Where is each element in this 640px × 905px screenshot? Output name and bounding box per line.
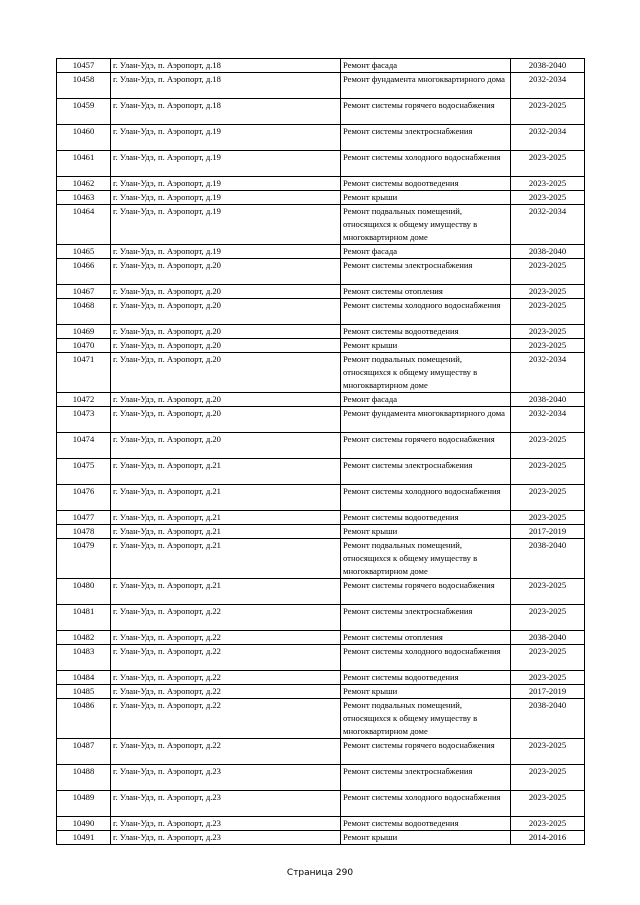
table-row: [57, 259, 585, 285]
row-id-cell: 10462: [57, 177, 111, 191]
table-row: [57, 205, 585, 245]
row-id-cell: 10482: [57, 631, 111, 645]
period-cell: 2032-2034: [511, 73, 585, 99]
table-row: [57, 605, 585, 631]
address-cell: г. Улан-Удэ, п. Аэропорт, д.23: [111, 817, 341, 831]
row-id-cell: 10469: [57, 325, 111, 339]
work-type-cell: Ремонт системы электроснабжения: [341, 605, 511, 631]
table-row: [57, 459, 585, 485]
row-id-cell: 10476: [57, 485, 111, 511]
page-number: Страница 290: [286, 868, 354, 878]
address-cell: г. Улан-Удэ, п. Аэропорт, д.20: [111, 325, 341, 339]
table-row: [57, 539, 585, 579]
work-type-cell: Ремонт системы холодного водоснабжения: [341, 791, 511, 817]
period-cell: 2038-2040: [511, 631, 585, 645]
period-cell: 2023-2025: [511, 671, 585, 685]
work-type-cell: Ремонт фасада: [341, 59, 511, 73]
address-cell: г. Улан-Удэ, п. Аэропорт, д.18: [111, 99, 341, 125]
row-id-cell: 10471: [57, 353, 111, 393]
table-row: [57, 393, 585, 407]
address-cell: г. Улан-Удэ, п. Аэропорт, д.19: [111, 205, 341, 245]
address-cell: г. Улан-Удэ, п. Аэропорт, д.22: [111, 699, 341, 739]
row-id-cell: 10473: [57, 407, 111, 433]
address-cell: г. Улан-Удэ, п. Аэропорт, д.20: [111, 339, 341, 353]
address-cell: г. Улан-Удэ, п. Аэропорт, д.22: [111, 739, 341, 765]
period-cell: 2023-2025: [511, 325, 585, 339]
period-cell: 2014-2016: [511, 831, 585, 845]
work-type-cell: Ремонт системы горячего водоснабжения: [341, 433, 511, 459]
table-row: [57, 511, 585, 525]
period-cell: 2023-2025: [511, 739, 585, 765]
work-type-cell: Ремонт подвальных помещений, относящихся к общему имуществу в многоквартирном доме: [341, 353, 511, 393]
work-type-cell: Ремонт фундамента многоквартирного дома: [341, 73, 511, 99]
address-cell: г. Улан-Удэ, п. Аэропорт, д.23: [111, 831, 341, 845]
work-type-cell: Ремонт системы водоотведения: [341, 671, 511, 685]
table-row: [57, 791, 585, 817]
period-cell: 2038-2040: [511, 393, 585, 407]
period-cell: 2023-2025: [511, 485, 585, 511]
period-cell: 2038-2040: [511, 245, 585, 259]
period-cell: 2023-2025: [511, 579, 585, 605]
row-id-cell: 10484: [57, 671, 111, 685]
work-type-cell: Ремонт фундамента многоквартирного дома: [341, 407, 511, 433]
work-type-cell: Ремонт системы водоотведения: [341, 511, 511, 525]
table-row: [57, 73, 585, 99]
table-row: [57, 525, 585, 539]
work-type-cell: Ремонт системы отопления: [341, 285, 511, 299]
address-cell: г. Улан-Удэ, п. Аэропорт, д.22: [111, 671, 341, 685]
period-cell: 2023-2025: [511, 605, 585, 631]
row-id-cell: 10483: [57, 645, 111, 671]
table-row: [57, 299, 585, 325]
address-cell: г. Улан-Удэ, п. Аэропорт, д.20: [111, 393, 341, 407]
row-id-cell: 10467: [57, 285, 111, 299]
period-cell: 2017-2019: [511, 685, 585, 699]
address-cell: г. Улан-Удэ, п. Аэропорт, д.21: [111, 539, 341, 579]
address-cell: г. Улан-Удэ, п. Аэропорт, д.21: [111, 579, 341, 605]
work-type-cell: Ремонт системы электроснабжения: [341, 459, 511, 485]
work-type-cell: Ремонт крыши: [341, 339, 511, 353]
period-cell: 2023-2025: [511, 259, 585, 285]
address-cell: г. Улан-Удэ, п. Аэропорт, д.18: [111, 59, 341, 73]
period-cell: 2023-2025: [511, 765, 585, 791]
period-cell: 2023-2025: [511, 177, 585, 191]
table-row: [57, 245, 585, 259]
address-cell: г. Улан-Удэ, п. Аэропорт, д.23: [111, 791, 341, 817]
work-type-cell: Ремонт системы холодного водоснабжения: [341, 151, 511, 177]
address-cell: г. Улан-Удэ, п. Аэропорт, д.20: [111, 353, 341, 393]
address-cell: г. Улан-Удэ, п. Аэропорт, д.19: [111, 151, 341, 177]
work-type-cell: Ремонт крыши: [341, 685, 511, 699]
work-type-cell: Ремонт системы водоотведения: [341, 177, 511, 191]
work-type-cell: Ремонт системы горячего водоснабжения: [341, 99, 511, 125]
work-type-cell: Ремонт подвальных помещений, относящихся к общему имуществу в многоквартирном доме: [341, 699, 511, 739]
row-id-cell: 10461: [57, 151, 111, 177]
table-row: [57, 339, 585, 353]
period-cell: 2023-2025: [511, 99, 585, 125]
period-cell: 2032-2034: [511, 125, 585, 151]
period-cell: 2023-2025: [511, 191, 585, 205]
table-row: [57, 765, 585, 791]
address-cell: г. Улан-Удэ, п. Аэропорт, д.21: [111, 525, 341, 539]
table-row: [57, 151, 585, 177]
table-row: [57, 433, 585, 459]
period-cell: 2023-2025: [511, 339, 585, 353]
table-row: [57, 699, 585, 739]
table-row: [57, 325, 585, 339]
row-id-cell: 10488: [57, 765, 111, 791]
period-cell: 2023-2025: [511, 433, 585, 459]
table-row: [57, 685, 585, 699]
table-row: [57, 99, 585, 125]
address-cell: г. Улан-Удэ, п. Аэропорт, д.19: [111, 191, 341, 205]
table-row: [57, 285, 585, 299]
address-cell: г. Улан-Удэ, п. Аэропорт, д.20: [111, 259, 341, 285]
table-body: [57, 59, 585, 845]
table-row: [57, 739, 585, 765]
period-cell: 2038-2040: [511, 59, 585, 73]
work-type-cell: Ремонт крыши: [341, 831, 511, 845]
row-id-cell: 10468: [57, 299, 111, 325]
work-type-cell: Ремонт фасада: [341, 393, 511, 407]
work-type-cell: Ремонт системы электроснабжения: [341, 259, 511, 285]
period-cell: 2023-2025: [511, 285, 585, 299]
work-type-cell: Ремонт системы отопления: [341, 631, 511, 645]
row-id-cell: 10459: [57, 99, 111, 125]
row-id-cell: 10477: [57, 511, 111, 525]
period-cell: 2032-2034: [511, 205, 585, 245]
row-id-cell: 10463: [57, 191, 111, 205]
table-row: [57, 485, 585, 511]
period-cell: 2023-2025: [511, 791, 585, 817]
address-cell: г. Улан-Удэ, п. Аэропорт, д.20: [111, 285, 341, 299]
row-id-cell: 10478: [57, 525, 111, 539]
table-row: [57, 125, 585, 151]
address-cell: г. Улан-Удэ, п. Аэропорт, д.21: [111, 511, 341, 525]
address-cell: г. Улан-Удэ, п. Аэропорт, д.22: [111, 631, 341, 645]
address-cell: г. Улан-Удэ, п. Аэропорт, д.21: [111, 459, 341, 485]
period-cell: 2023-2025: [511, 459, 585, 485]
address-cell: г. Улан-Удэ, п. Аэропорт, д.23: [111, 765, 341, 791]
address-cell: г. Улан-Удэ, п. Аэропорт, д.22: [111, 645, 341, 671]
row-id-cell: 10487: [57, 739, 111, 765]
period-cell: 2038-2040: [511, 699, 585, 739]
row-id-cell: 10458: [57, 73, 111, 99]
row-id-cell: 10474: [57, 433, 111, 459]
table-row: [57, 631, 585, 645]
address-cell: г. Улан-Удэ, п. Аэропорт, д.18: [111, 73, 341, 99]
address-cell: г. Улан-Удэ, п. Аэропорт, д.19: [111, 177, 341, 191]
period-cell: 2038-2040: [511, 539, 585, 579]
work-type-cell: Ремонт системы электроснабжения: [341, 765, 511, 791]
row-id-cell: 10481: [57, 605, 111, 631]
work-type-cell: Ремонт системы горячего водоснабжения: [341, 739, 511, 765]
address-cell: г. Улан-Удэ, п. Аэропорт, д.20: [111, 433, 341, 459]
address-cell: г. Улан-Удэ, п. Аэропорт, д.20: [111, 407, 341, 433]
row-id-cell: 10457: [57, 59, 111, 73]
period-cell: 2023-2025: [511, 817, 585, 831]
row-id-cell: 10486: [57, 699, 111, 739]
period-cell: 2032-2034: [511, 407, 585, 433]
row-id-cell: 10490: [57, 817, 111, 831]
address-cell: г. Улан-Удэ, п. Аэропорт, д.19: [111, 245, 341, 259]
period-cell: 2017-2019: [511, 525, 585, 539]
table-row: [57, 579, 585, 605]
row-id-cell: 10472: [57, 393, 111, 407]
table-row: [57, 59, 585, 73]
row-id-cell: 10480: [57, 579, 111, 605]
capital-repair-table: [56, 58, 585, 845]
row-id-cell: 10475: [57, 459, 111, 485]
work-type-cell: Ремонт системы холодного водоснабжения: [341, 645, 511, 671]
work-type-cell: Ремонт системы водоотведения: [341, 817, 511, 831]
work-type-cell: Ремонт системы горячего водоснабжения: [341, 579, 511, 605]
table-row: [57, 831, 585, 845]
work-type-cell: Ремонт системы холодного водоснабжения: [341, 299, 511, 325]
row-id-cell: 10491: [57, 831, 111, 845]
row-id-cell: 10479: [57, 539, 111, 579]
period-cell: 2032-2034: [511, 353, 585, 393]
row-id-cell: 10489: [57, 791, 111, 817]
table-row: [57, 671, 585, 685]
period-cell: 2023-2025: [511, 151, 585, 177]
work-type-cell: Ремонт системы холодного водоснабжения: [341, 485, 511, 511]
period-cell: 2023-2025: [511, 299, 585, 325]
period-cell: 2023-2025: [511, 511, 585, 525]
row-id-cell: 10485: [57, 685, 111, 699]
table-row: [57, 817, 585, 831]
work-type-cell: Ремонт системы водоотведения: [341, 325, 511, 339]
row-id-cell: 10465: [57, 245, 111, 259]
table-row: [57, 353, 585, 393]
row-id-cell: 10464: [57, 205, 111, 245]
table-row: [57, 177, 585, 191]
work-type-cell: Ремонт подвальных помещений, относящихся к общему имуществу в многоквартирном доме: [341, 205, 511, 245]
period-cell: 2023-2025: [511, 645, 585, 671]
table-row: [57, 407, 585, 433]
work-type-cell: Ремонт подвальных помещений, относящихся к общему имуществу в многоквартирном доме: [341, 539, 511, 579]
address-cell: г. Улан-Удэ, п. Аэропорт, д.22: [111, 605, 341, 631]
row-id-cell: 10466: [57, 259, 111, 285]
work-type-cell: Ремонт системы электроснабжения: [341, 125, 511, 151]
work-type-cell: Ремонт крыши: [341, 191, 511, 205]
address-cell: г. Улан-Удэ, п. Аэропорт, д.20: [111, 299, 341, 325]
address-cell: г. Улан-Удэ, п. Аэропорт, д.22: [111, 685, 341, 699]
table-row: [57, 191, 585, 205]
row-id-cell: 10460: [57, 125, 111, 151]
address-cell: г. Улан-Удэ, п. Аэропорт, д.21: [111, 485, 341, 511]
work-type-cell: Ремонт крыши: [341, 525, 511, 539]
table-row: [57, 645, 585, 671]
work-type-cell: Ремонт фасада: [341, 245, 511, 259]
row-id-cell: 10470: [57, 339, 111, 353]
address-cell: г. Улан-Удэ, п. Аэропорт, д.19: [111, 125, 341, 151]
